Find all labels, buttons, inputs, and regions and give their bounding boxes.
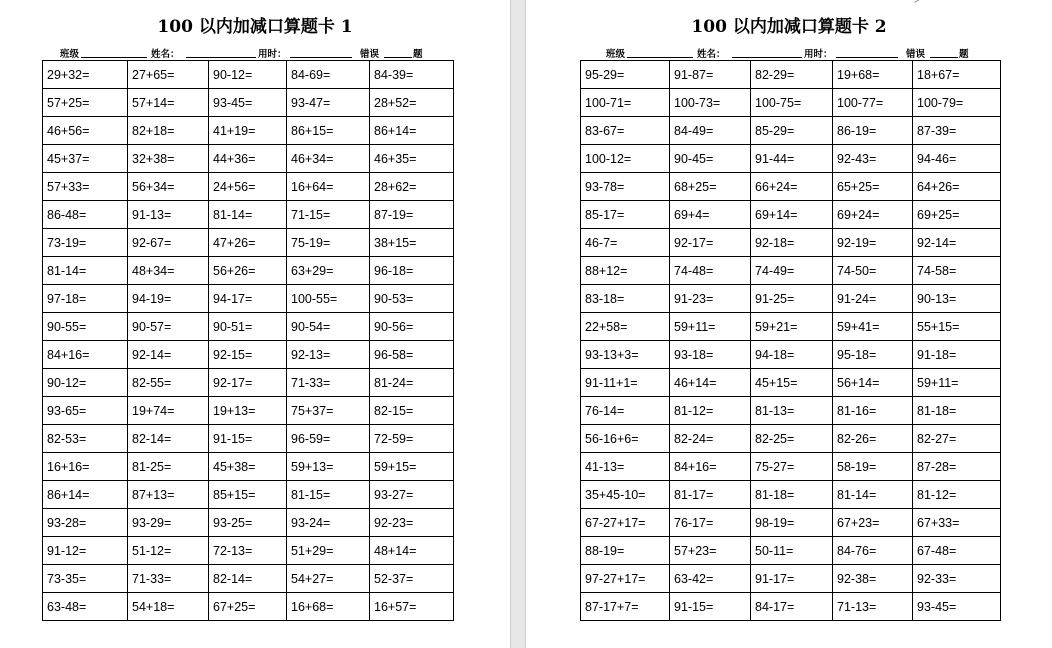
problem-cell: 63+29=	[287, 257, 370, 285]
errors-unit: 题	[413, 49, 423, 60]
problem-cell: 100-77=	[833, 89, 913, 117]
problem-cell: 22+58=	[581, 313, 670, 341]
problem-cell: 69+14=	[751, 201, 833, 229]
student-info-line	[606, 46, 1006, 60]
problem-cell: 93-18=	[670, 341, 751, 369]
problem-cell: 19+68=	[833, 61, 913, 89]
table-row	[43, 201, 454, 229]
problem-cell: 16+64=	[287, 173, 370, 201]
problem-cell: 100-55=	[287, 285, 370, 313]
problem-cell: 91-12=	[43, 537, 128, 565]
problem-cell: 71-15=	[287, 201, 370, 229]
problem-table	[580, 60, 1001, 621]
table-row	[581, 313, 1001, 341]
problem-cell: 48+14=	[370, 537, 454, 565]
problem-cell: 92-67=	[128, 229, 209, 257]
problem-cell: 81-16=	[833, 397, 913, 425]
problem-cell: 29+32=	[43, 61, 128, 89]
problem-cell: 91-15=	[670, 593, 751, 621]
problem-cell: 93-65=	[43, 397, 128, 425]
problem-cell: 81-14=	[43, 257, 128, 285]
problem-cell: 91-13=	[128, 201, 209, 229]
problem-cell: 91-87=	[670, 61, 751, 89]
problem-cell: 96-59=	[287, 425, 370, 453]
table-row	[43, 593, 454, 621]
errors-blank	[384, 57, 412, 58]
problem-cell: 57+33=	[43, 173, 128, 201]
problem-cell: 92-17=	[209, 369, 287, 397]
errors-unit: 题	[959, 49, 969, 60]
problem-cell: 59+41=	[833, 313, 913, 341]
problem-cell: 28+52=	[370, 89, 454, 117]
table-row	[581, 285, 1001, 313]
problem-cell: 35+45-10=	[581, 481, 670, 509]
table-row	[43, 313, 454, 341]
problem-cell: 87-17+7=	[581, 593, 670, 621]
problem-cell: 48+34=	[128, 257, 209, 285]
problem-cell: 92-15=	[209, 341, 287, 369]
problem-cell: 94-18=	[751, 341, 833, 369]
problem-cell: 92-14=	[128, 341, 209, 369]
problem-cell: 95-18=	[833, 341, 913, 369]
problem-cell: 67+23=	[833, 509, 913, 537]
problem-cell: 82+18=	[128, 117, 209, 145]
table-row	[43, 229, 454, 257]
problem-cell: 100-71=	[581, 89, 670, 117]
class-label: 班级	[60, 49, 80, 60]
table-row	[581, 425, 1001, 453]
problem-cell: 93-45=	[913, 593, 1001, 621]
table-row	[43, 453, 454, 481]
problem-cell: 86+14=	[370, 117, 454, 145]
table-row	[43, 509, 454, 537]
problem-cell: 81-17=	[670, 481, 751, 509]
problem-cell: 84-39=	[370, 61, 454, 89]
problem-cell: 93-78=	[581, 173, 670, 201]
problem-cell: 92-38=	[833, 565, 913, 593]
time-label: 用时：	[258, 49, 287, 60]
problem-cell: 93-29=	[128, 509, 209, 537]
problem-cell: 90-12=	[43, 369, 128, 397]
problem-cell: 72-13=	[209, 537, 287, 565]
problem-cell: 19+13=	[209, 397, 287, 425]
problem-cell: 100-12=	[581, 145, 670, 173]
problem-cell: 51-12=	[128, 537, 209, 565]
problem-cell: 45+38=	[209, 453, 287, 481]
table-row	[43, 341, 454, 369]
problem-cell: 69+24=	[833, 201, 913, 229]
problem-cell: 16+57=	[370, 593, 454, 621]
table-row	[581, 397, 1001, 425]
problem-cell: 59+13=	[287, 453, 370, 481]
table-row	[581, 537, 1001, 565]
errors-blank	[930, 57, 958, 58]
problem-cell: 24+56=	[209, 173, 287, 201]
problem-cell: 92-18=	[751, 229, 833, 257]
problem-cell: 90-55=	[43, 313, 128, 341]
time-label: 用时：	[804, 49, 833, 60]
problem-cell: 46-7=	[581, 229, 670, 257]
table-row	[581, 369, 1001, 397]
problem-cell: 84-49=	[670, 117, 751, 145]
table-row	[43, 145, 454, 173]
table-row	[581, 229, 1001, 257]
problem-cell: 96-18=	[370, 257, 454, 285]
problem-cell: 72-59=	[370, 425, 454, 453]
problem-cell: 93-24=	[287, 509, 370, 537]
problem-cell: 92-14=	[913, 229, 1001, 257]
problem-cell: 56+34=	[128, 173, 209, 201]
problem-cell: 91-23=	[670, 285, 751, 313]
problem-cell: 90-56=	[370, 313, 454, 341]
problem-cell: 82-53=	[43, 425, 128, 453]
problem-cell: 93-27=	[370, 481, 454, 509]
problem-cell: 46+14=	[670, 369, 751, 397]
problem-cell: 81-15=	[287, 481, 370, 509]
problem-cell: 84-76=	[833, 537, 913, 565]
problem-cell: 51+29=	[287, 537, 370, 565]
time-blank	[290, 57, 352, 58]
problem-cell: 84+16=	[43, 341, 128, 369]
problem-cell: 91-44=	[751, 145, 833, 173]
problem-cell: 75-19=	[287, 229, 370, 257]
problem-cell: 81-13=	[751, 397, 833, 425]
problem-cell: 81-18=	[751, 481, 833, 509]
problem-cell: 56+14=	[833, 369, 913, 397]
problem-cell: 83-67=	[581, 117, 670, 145]
problem-cell: 92-19=	[833, 229, 913, 257]
table-row	[43, 257, 454, 285]
problem-cell: 18+67=	[913, 61, 1001, 89]
table-row	[43, 537, 454, 565]
name-blank	[732, 57, 802, 58]
problem-cell: 47+26=	[209, 229, 287, 257]
problem-cell: 90-53=	[370, 285, 454, 313]
problem-cell: 59+11=	[913, 369, 1001, 397]
problem-cell: 86+15=	[287, 117, 370, 145]
problem-cell: 81-25=	[128, 453, 209, 481]
table-row	[581, 453, 1001, 481]
table-row	[581, 173, 1001, 201]
problem-cell: 67+25=	[209, 593, 287, 621]
problem-cell: 63-48=	[43, 593, 128, 621]
problem-cell: 41-13=	[581, 453, 670, 481]
problem-cell: 95-29=	[581, 61, 670, 89]
table-row	[581, 481, 1001, 509]
table-row	[581, 341, 1001, 369]
problem-cell: 93-25=	[209, 509, 287, 537]
problem-cell: 92-23=	[370, 509, 454, 537]
table-row	[43, 89, 454, 117]
problem-cell: 91-18=	[913, 341, 1001, 369]
problem-cell: 59+21=	[751, 313, 833, 341]
problem-cell: 93-45=	[209, 89, 287, 117]
problem-cell: 82-15=	[370, 397, 454, 425]
table-row	[581, 593, 1001, 621]
problem-cell: 94-19=	[128, 285, 209, 313]
table-row	[43, 285, 454, 313]
table-row	[43, 425, 454, 453]
problem-cell: 85+15=	[209, 481, 287, 509]
page-title: 100 以内加减口算题卡 2	[691, 17, 887, 37]
problem-cell: 82-29=	[751, 61, 833, 89]
problem-cell: 16+16=	[43, 453, 128, 481]
problem-cell: 55+15=	[913, 313, 1001, 341]
problem-cell: 56+26=	[209, 257, 287, 285]
table-row	[43, 61, 454, 89]
page-corner-mark	[914, 0, 922, 4]
table-row	[43, 481, 454, 509]
table-row	[581, 509, 1001, 537]
problem-cell: 84+16=	[670, 453, 751, 481]
problem-cell: 98-19=	[751, 509, 833, 537]
problem-cell: 97-18=	[43, 285, 128, 313]
table-row	[581, 61, 1001, 89]
problem-cell: 28+62=	[370, 173, 454, 201]
problem-cell: 83-18=	[581, 285, 670, 313]
problem-cell: 57+23=	[670, 537, 751, 565]
problem-cell: 85-17=	[581, 201, 670, 229]
student-info-line	[60, 46, 460, 60]
problem-cell: 67-48=	[913, 537, 1001, 565]
problem-cell: 90-45=	[670, 145, 751, 173]
name-label: 姓名：	[151, 49, 180, 60]
table-row	[43, 117, 454, 145]
problem-cell: 92-33=	[913, 565, 1001, 593]
class-blank	[81, 57, 147, 58]
table-row	[581, 145, 1001, 173]
problem-cell: 44+36=	[209, 145, 287, 173]
problem-cell: 91-11+1=	[581, 369, 670, 397]
problem-cell: 73-35=	[43, 565, 128, 593]
problem-cell: 71-13=	[833, 593, 913, 621]
name-label: 姓名：	[697, 49, 726, 60]
problem-cell: 82-14=	[128, 425, 209, 453]
problem-cell: 82-24=	[670, 425, 751, 453]
problem-cell: 57+14=	[128, 89, 209, 117]
problem-cell: 75-27=	[751, 453, 833, 481]
table-row	[43, 173, 454, 201]
problem-cell: 91-24=	[833, 285, 913, 313]
errors-label: 错误	[360, 49, 380, 60]
problem-cell: 87-28=	[913, 453, 1001, 481]
problem-cell: 86-48=	[43, 201, 128, 229]
problem-cell: 65+25=	[833, 173, 913, 201]
problem-cell: 50-11=	[751, 537, 833, 565]
errors-label: 错误	[906, 49, 926, 60]
table-row	[581, 89, 1001, 117]
problem-cell: 88+12=	[581, 257, 670, 285]
problem-cell: 45+37=	[43, 145, 128, 173]
problem-cell: 74-48=	[670, 257, 751, 285]
problem-cell: 45+15=	[751, 369, 833, 397]
problem-cell: 97-27+17=	[581, 565, 670, 593]
worksheet-page-2	[526, 0, 1052, 648]
problem-cell: 32+38=	[128, 145, 209, 173]
problem-cell: 94-46=	[913, 145, 1001, 173]
problem-cell: 69+25=	[913, 201, 1001, 229]
problem-cell: 93-28=	[43, 509, 128, 537]
class-blank	[627, 57, 693, 58]
problem-cell: 52-37=	[370, 565, 454, 593]
problem-cell: 91-25=	[751, 285, 833, 313]
problem-cell: 90-51=	[209, 313, 287, 341]
problem-cell: 63-42=	[670, 565, 751, 593]
problem-cell: 81-24=	[370, 369, 454, 397]
problem-cell: 73-19=	[43, 229, 128, 257]
problem-cell: 93-47=	[287, 89, 370, 117]
problem-cell: 16+68=	[287, 593, 370, 621]
problem-cell: 87-39=	[913, 117, 1001, 145]
table-row	[581, 257, 1001, 285]
problem-cell: 56-16+6=	[581, 425, 670, 453]
problem-cell: 74-50=	[833, 257, 913, 285]
problem-cell: 38+15=	[370, 229, 454, 257]
problem-cell: 54+18=	[128, 593, 209, 621]
problem-cell: 66+24=	[751, 173, 833, 201]
problem-cell: 84-17=	[751, 593, 833, 621]
problem-cell: 82-55=	[128, 369, 209, 397]
problem-cell: 27+65=	[128, 61, 209, 89]
problem-cell: 76-17=	[670, 509, 751, 537]
table-row	[43, 369, 454, 397]
problem-cell: 67-27+17=	[581, 509, 670, 537]
problem-cell: 90-12=	[209, 61, 287, 89]
problem-cell: 94-17=	[209, 285, 287, 313]
table-row	[43, 565, 454, 593]
problem-cell: 71-33=	[128, 565, 209, 593]
problem-cell: 82-25=	[751, 425, 833, 453]
problem-cell: 92-43=	[833, 145, 913, 173]
page-title: 100 以内加减口算题卡 1	[157, 17, 353, 37]
problem-cell: 86-19=	[833, 117, 913, 145]
problem-cell: 82-26=	[833, 425, 913, 453]
time-blank	[836, 57, 898, 58]
problem-cell: 41+19=	[209, 117, 287, 145]
problem-cell: 90-13=	[913, 285, 1001, 313]
problem-cell: 92-17=	[670, 229, 751, 257]
class-label: 班级	[606, 49, 626, 60]
name-blank	[186, 57, 256, 58]
problem-cell: 82-27=	[913, 425, 1001, 453]
problem-cell: 46+56=	[43, 117, 128, 145]
problem-cell: 69+4=	[670, 201, 751, 229]
problem-cell: 90-54=	[287, 313, 370, 341]
problem-cell: 88-19=	[581, 537, 670, 565]
problem-cell: 86+14=	[43, 481, 128, 509]
problem-cell: 91-15=	[209, 425, 287, 453]
problem-cell: 85-29=	[751, 117, 833, 145]
problem-cell: 46+34=	[287, 145, 370, 173]
problem-cell: 81-14=	[833, 481, 913, 509]
problem-cell: 81-18=	[913, 397, 1001, 425]
problem-cell: 67+33=	[913, 509, 1001, 537]
worksheet-page-1	[0, 0, 510, 648]
page-gutter	[510, 0, 526, 648]
problem-cell: 92-13=	[287, 341, 370, 369]
problem-cell: 58-19=	[833, 453, 913, 481]
problem-cell: 96-58=	[370, 341, 454, 369]
problem-cell: 75+37=	[287, 397, 370, 425]
problem-cell: 57+25=	[43, 89, 128, 117]
problem-cell: 59+15=	[370, 453, 454, 481]
table-row	[43, 397, 454, 425]
problem-table	[42, 60, 454, 621]
problem-cell: 84-69=	[287, 61, 370, 89]
problem-cell: 100-73=	[670, 89, 751, 117]
problem-cell: 100-79=	[913, 89, 1001, 117]
problem-cell: 74-58=	[913, 257, 1001, 285]
problem-cell: 81-12=	[913, 481, 1001, 509]
problem-cell: 100-75=	[751, 89, 833, 117]
problem-cell: 71-33=	[287, 369, 370, 397]
problem-cell: 76-14=	[581, 397, 670, 425]
table-row	[581, 201, 1001, 229]
problem-cell: 74-49=	[751, 257, 833, 285]
problem-cell: 87+13=	[128, 481, 209, 509]
problem-cell: 46+35=	[370, 145, 454, 173]
table-row	[581, 117, 1001, 145]
problem-cell: 54+27=	[287, 565, 370, 593]
problem-cell: 81-12=	[670, 397, 751, 425]
problem-cell: 91-17=	[751, 565, 833, 593]
problem-cell: 93-13+3=	[581, 341, 670, 369]
problem-cell: 19+74=	[128, 397, 209, 425]
problem-cell: 87-19=	[370, 201, 454, 229]
problem-cell: 68+25=	[670, 173, 751, 201]
problem-cell: 90-57=	[128, 313, 209, 341]
problem-cell: 64+26=	[913, 173, 1001, 201]
table-row	[581, 565, 1001, 593]
problem-cell: 82-14=	[209, 565, 287, 593]
problem-cell: 81-14=	[209, 201, 287, 229]
problem-cell: 59+11=	[670, 313, 751, 341]
